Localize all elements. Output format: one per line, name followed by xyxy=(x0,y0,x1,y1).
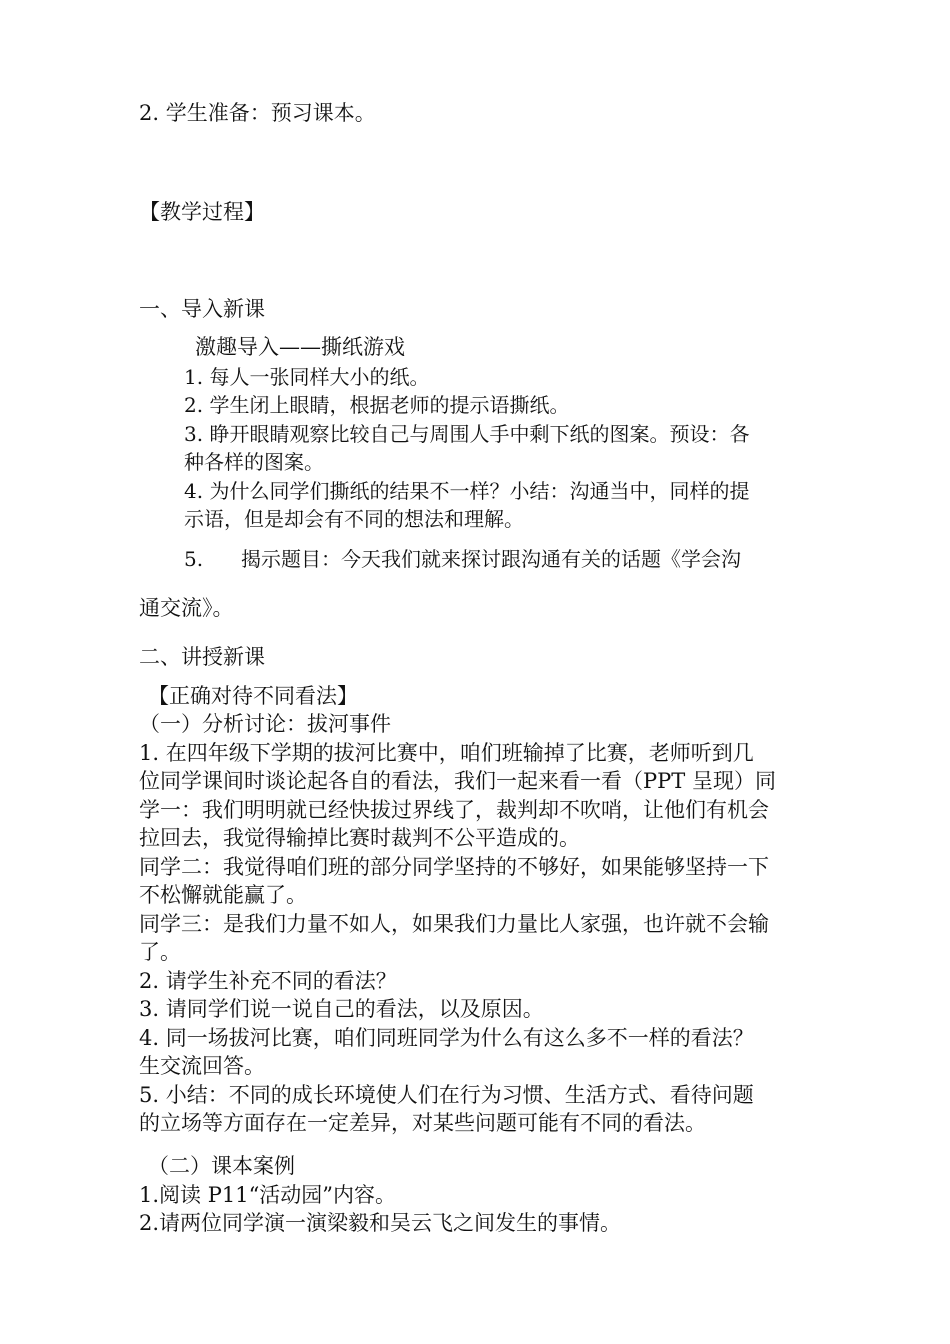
part2-line: 1. 在四年级下学期的拔河比赛中，咱们班输掉了比赛，老师听到几 xyxy=(139,741,754,765)
part1-item: 示语，但是却会有不同的想法和理解。 xyxy=(184,507,524,531)
part2-line: 的立场等方面存在一定差异，对某些问题可能有不同的看法。 xyxy=(139,1111,706,1135)
prep-item: 2. 学生准备：预习课本。 xyxy=(139,101,376,125)
part2-subsection-1: （一）分析讨论：拔河事件 xyxy=(139,712,391,736)
part2-line: 学一：我们明明就已经快拔过界线了，裁判却不吹哨，让他们有机会 xyxy=(139,798,769,822)
part1-item: 3. 睁开眼睛观察比较自己与周围人手中剩下纸的图案。预设：各 xyxy=(184,422,750,446)
case-line: 1.阅读 P11“活动园”内容。 xyxy=(139,1183,397,1207)
part2-subsection-2: （二）课本案例 xyxy=(148,1154,295,1178)
part2-line: 生交流回答。 xyxy=(139,1054,265,1078)
part1-item5-number: 5. xyxy=(184,547,204,571)
part2-line: 不松懈就能赢了。 xyxy=(139,883,307,907)
part1-heading: 一、导入新课 xyxy=(139,297,265,321)
part2-line: 2. 请学生补充不同的看法？ xyxy=(139,969,397,993)
part2-line: 了。 xyxy=(139,940,181,964)
part2-line: 同学三：是我们力量不如人，如果我们力量比人家强，也许就不会输 xyxy=(139,912,769,936)
part2-bracket-title: 【正确对待不同看法】 xyxy=(148,684,358,708)
part1-item: 1. 每人一张同样大小的纸。 xyxy=(184,365,430,389)
part1-item: 种各样的图案。 xyxy=(184,450,324,474)
part2-line: 同学二：我觉得咱们班的部分同学坚持的不够好，如果能够坚持一下 xyxy=(139,855,769,879)
part2-line: 位同学课间时谈论起各自的看法，我们一起来看一看（PPT 呈现）同 xyxy=(139,769,776,793)
part2-line: 4. 同一场拔河比赛，咱们同班同学为什么有这么多不一样的看法？ xyxy=(139,1026,754,1050)
part2-line: 拉回去，我觉得输掉比赛时裁判不公平造成的。 xyxy=(139,826,580,850)
part1-item5-text: 揭示题目：今天我们就来探讨跟沟通有关的话题《学会沟 xyxy=(241,547,741,571)
part2-line: 5. 小结：不同的成长环境使人们在行为习惯、生活方式、看待问题 xyxy=(139,1083,754,1107)
case-line: 2.请两位同学演一演梁毅和吴云飞之间发生的事情。 xyxy=(139,1211,622,1235)
part1-item5-continued: 通交流》。 xyxy=(139,596,234,620)
part2-line: 3. 请同学们说一说自己的看法，以及原因。 xyxy=(139,997,544,1021)
part2-heading: 二、讲授新课 xyxy=(139,645,265,669)
part1-subheading: 激趣导入——撕纸游戏 xyxy=(195,335,405,359)
part1-item: 2. 学生闭上眼睛，根据老师的提示语撕纸。 xyxy=(184,393,570,417)
section-heading-process: 【教学过程】 xyxy=(139,200,265,224)
part1-item: 4. 为什么同学们撕纸的结果不一样？小结：沟通当中，同样的提 xyxy=(184,479,750,503)
